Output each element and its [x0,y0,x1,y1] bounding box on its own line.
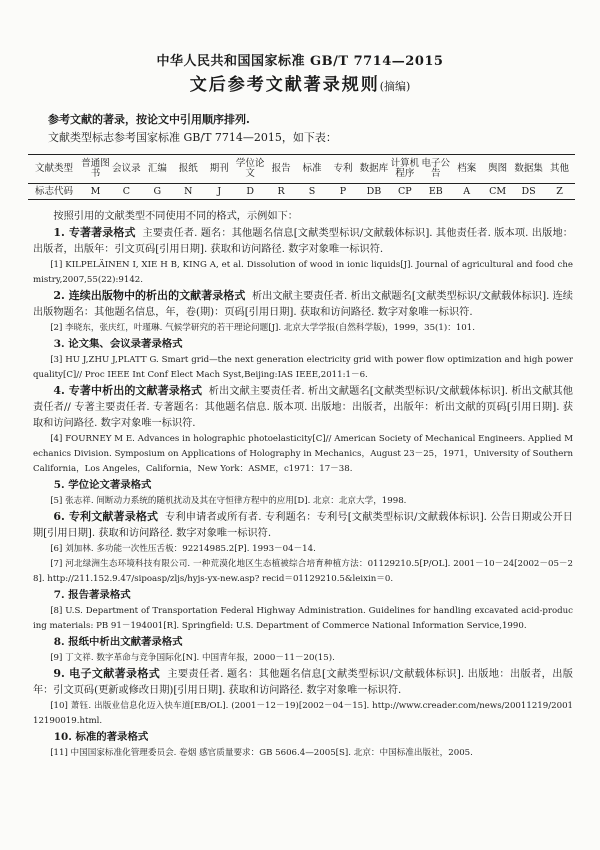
row-header-type: 文献类型 [28,155,80,184]
section-2-text: 析出文献主要责任者. 析出文献题名[文献类型标识/文献载体标识]. 连续出版物题名：其他题名信息，年，卷(期)：页码[引用日期]. 获取和访问路径. 数字对象唯一标识符. [33,291,573,318]
section-6-title: 6. 专利文献著录格式 [53,510,159,523]
type-cell: 报纸 [173,155,204,184]
type-cell: 舆图 [482,155,513,184]
section-2 [33,288,573,321]
reference-9: [9] 丁文祥. 数字革命与竞争国际化[N]. 中国青年报，2000－11－20(15). [50,653,335,663]
type-cell: 标准 [297,155,328,184]
section-8-title: 8. 报纸中析出文献著录格式 [53,636,183,648]
code-cell: CM [489,185,507,197]
code-cell: G [153,185,162,197]
code-cell: R [277,185,285,197]
code-cell: C [122,185,131,197]
reference-10: [10] 萧钰. 出版业信息化迈入快车道[EB/OL]. (2001－12－19)[2002－04－15]. http://www.creader.com/news/20011219/200112190019.html. [33,701,573,726]
type-cell: 普通图书 [80,155,111,184]
section-9 [33,666,573,699]
code-cell: A [463,185,471,197]
type-cell: 报告 [266,155,297,184]
type-cell: 会议录 [111,155,142,184]
code-cell: S [308,185,316,197]
page-title [0,70,600,95]
reference-6: [6] 刘加林. 多功能一次性压舌板：92214985.2[P]. 1993－04－14. [50,544,316,554]
type-cell: 专利 [328,155,359,184]
section-4-text: 析出文献主要责任者. 析出文献题名[文献类型标识/文献载体标识]. 析出文献其他责任者// 专著主要责任者. 专著题名：其他题名信息. 版本项. 出版地：出版者，出版年：析出文献的页码[引用日期]. 获取和访问路径. 数字对象唯一标识符. [33,386,573,429]
reference-8: [8] U.S. Department of Transportation Federal Highway Administration. Guidelines for handling excavated acid-producing materials: PB 91－194001[R]. Springfield: U.S. Department of Commerce National Information Service,1990. [33,606,573,631]
document-type-table [28,154,575,200]
type-cell: 计算机程序 [389,155,420,184]
section-3-title: 3. 论文集、会议录著录格式 [53,338,183,350]
title-note: (摘编) [379,80,411,93]
section-4 [33,383,573,432]
document-body [33,209,573,761]
type-cell: 其他 [544,155,575,184]
intro-line-1: 参考文献的著录，按论文中引用顺序排列. [48,113,250,126]
section-6-text: 专利申请者或所有者. 专利题名：专利号[文献类型标识/文献载体标识]. 公告日期或公开日期[引用日期]. 获取和访问路径. 数字对象唯一标识符. [33,512,573,539]
section-2-title: 2. 连续出版物中的析出的文献著录格式 [53,289,246,302]
type-cell: 数据库 [358,155,389,184]
code-cell: Z [556,185,563,197]
section-1-title: 1. 专著著录格式 [53,226,136,239]
code-cell: CP [398,185,412,197]
section-5-title: 5. 学位论文著录格式 [53,479,152,491]
code-cell: J [217,185,222,197]
reference-1: [1] KILPELÄINEN I, XIE H B, KING A, et al. Dissolution of wood in ionic liquids[J]. Journal of agricultural and food chemistry,2007,55(22):9142. [33,260,573,285]
reference-2: [2] 李晓东，张庆红，叶瑾琳. 气候学研究的若干理论问题[J]. 北京大学学报(自然科学版)，1999，35(1)：101. [50,323,475,333]
section-10-title: 10. 标准的著录格式 [53,731,149,743]
code-cell: M [90,185,101,197]
row-header-code: 标志代码 [34,185,73,197]
title-text: 文后参考文献著录规则 [189,75,380,95]
intro-line-2: 文献类型标志参考国家标准 GB/T 7714—2015，如下表： [48,131,337,144]
section-9-title: 9. 电子文献著录格式 [53,667,161,680]
code-cell: D [246,185,254,197]
reference-4: [4] FOURNEY M E. Advances in holographic photoelasticity[C]// American Society of Mechanical Engineers. Applied Mechanics Division. Symposium on Applications of Holography in Mechanics，August 23－25，1971，University of Southern California，Los Angeles，California，New York：ASME，c1971：17－38. [33,434,573,474]
type-cell: 期刊 [204,155,235,184]
section-4-title: 4. 专著中析出的文献著录格式 [53,384,203,397]
code-cell: N [184,185,193,197]
type-cell: 学位论文 [235,155,266,184]
section-1 [33,225,573,258]
type-cell: 数据集 [513,155,544,184]
section-1-text: 主要责任者. 题名：其他题名信息[文献类型标识/文献载体标识]. 其他责任者. 版本项. 出版地：出版者，出版年：引文页码[引用日期]. 获取和访问路径. 数字对象唯一标识符. [33,228,573,255]
reference-11: [11] 中国国家标准化管理委员会. 卷烟 感官质量要求：GB 5606.4—2005[S]. 北京：中国标准出版社，2005. [50,748,473,758]
lead-paragraph: 按照引用的文献类型不同使用不同的格式，示例如下： [53,211,298,222]
reference-3: [3] HU J,ZHU J,PLATT G. Smart grid—the next generation electricity grid with power flow optimization and high power quality[C]// Proc IEEE Int Conf Elect Mach Syst,Beijing:IAS IEEE,2011:1－6. [33,355,573,380]
reference-7: [7] 河北绿洲生态环境科技有限公司. 一种荒漠化地区生态植被综合培育种植方法：01129210.5[P/OL]. 2001－10－24[2002－05－28]. http://211.152.9.47/sipoasp/zljs/hyjs-yx-new.asp? recid＝01129210.5&leixin＝0. [33,559,573,584]
section-6 [33,509,573,542]
standard-header: 中华人民共和国国家标准 GB/T 7714—2015 [156,54,444,69]
code-cell: P [339,185,347,197]
section-7-title: 7. 报告著录格式 [53,589,131,601]
code-cell: DS [521,185,536,197]
type-cell: 档案 [451,155,482,184]
type-cell: 电子公告 [420,155,451,184]
type-cell: 汇编 [142,155,173,184]
section-9-text: 主要责任者. 题名：其他题名信息[文献类型标识/文献载体标识]. 出版地：出版者，出版年：引文页码(更新或修改日期)[引用日期]. 获取和访问路径. 数字对象唯一标识符. [33,669,573,696]
reference-5: [5] 张志祥. 间断动力系统的随机扰动及其在守恒律方程中的应用[D]. 北京：北京大学，1998. [50,496,407,506]
code-cell: DB [366,185,382,197]
code-cell: EB [428,185,443,197]
